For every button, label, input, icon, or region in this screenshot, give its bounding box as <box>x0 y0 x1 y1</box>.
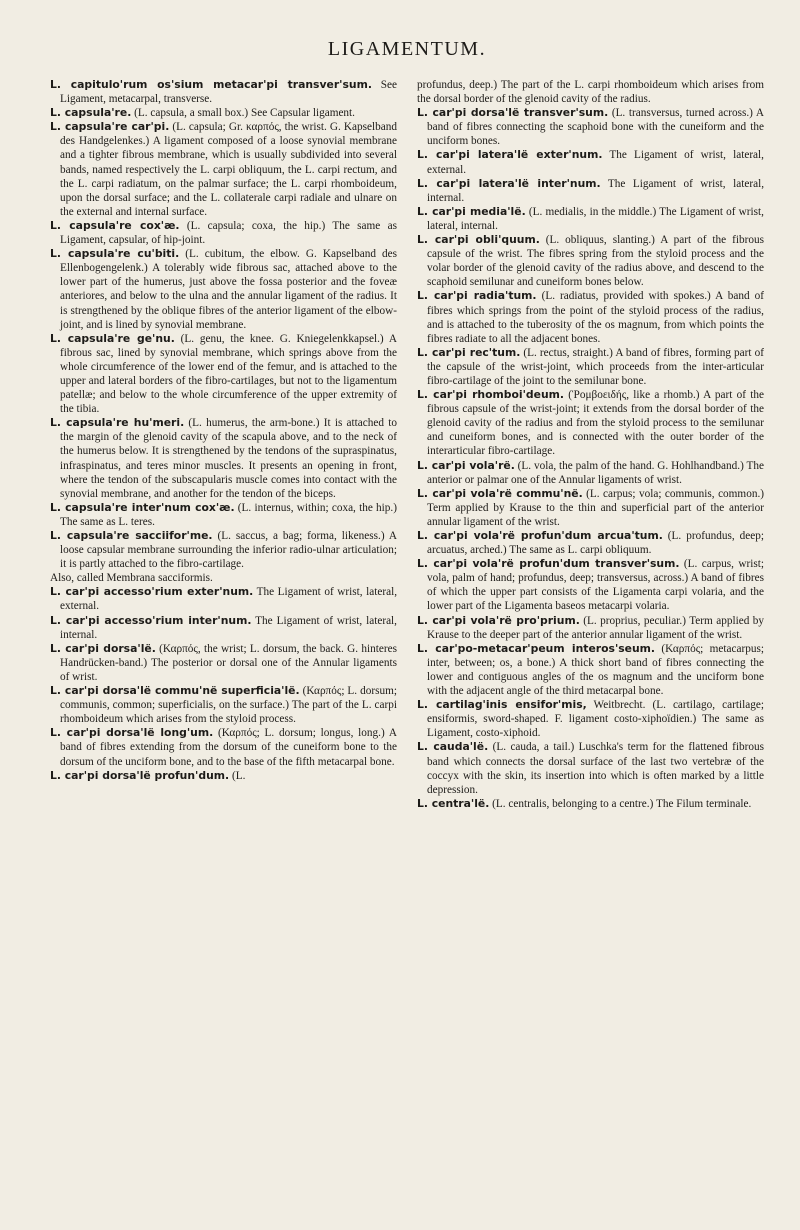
entry-body: (L. vola, the palm of the hand. G. Hohlhandband.) The anterior or palmar one of the Annular ligaments of wrist. <box>427 459 764 486</box>
dictionary-entry <box>417 388 764 458</box>
dictionary-entry <box>417 529 764 557</box>
entry-body: (L. <box>229 769 246 782</box>
entry-body: (L. cubitum, the elbow. G. Kapselband des Ellenbogengelenk.) A tolerably wide fibrous sac, attached above to the lower part of the humerus, just above the fossa posterior and the foveæ anteriores, and below to the ulna and the annular ligament of the radius. It is strengthened by the oblique fibres of the anterior ligament of the elbow-joint, and is lined by synovial membrane. <box>60 248 397 331</box>
dictionary-entry <box>417 106 764 148</box>
entry-headword: L. car'pi vola'rë profun'dum arcua'tum. <box>417 529 663 542</box>
entry-headword: L. car'pi rhomboi'deum. <box>417 388 565 402</box>
entry-headword: L. car'pi rec'tum. <box>417 345 521 359</box>
entry-body: (L. capsula, a small box.) See Capsular ligament. <box>131 107 355 120</box>
entry-body: See Ligament, metacarpal, transverse. <box>60 79 397 106</box>
entry-body: (L. cauda, a tail.) Luschka's term for the flattened fibrous band which connects the dorsal surface of the last two vertebræ of the coccyx with the skin, its insertion into which is often marked by a little depression. <box>427 741 764 796</box>
entry-headword: L. capitulo'rum os'sium metacar'pi transver'sum. <box>50 78 372 91</box>
entry-body: (L. medialis, in the middle.) The Ligament of wrist, lateral, internal. <box>427 205 764 232</box>
entry-body: (L. centralis, belonging to a centre.) The Filum terminale. <box>489 797 752 810</box>
dictionary-entry <box>50 78 397 106</box>
dictionary-entry <box>50 219 397 247</box>
entry-headword: L. car'po-metacar'peum interos'seum. <box>417 641 656 655</box>
entry-body: (L. profundus, deep; arcuatus, arched.) The same as L. carpi obliquum. <box>427 530 764 557</box>
dictionary-entry <box>50 416 397 501</box>
entry-body: The Ligament of wrist, lateral, external. <box>427 149 764 176</box>
entry-body: The Ligament of wrist, lateral, internal. <box>60 614 397 641</box>
entry-body: (L. radiatus, provided with spokes.) A band of fibres which springs from the point of the styloid process of the radius, and is attached to the tuberosity of the os magnum, from which points the fibres radiate to all the adjacent bones. <box>427 290 764 345</box>
entry-body: (L. humerus, the arm-bone.) It is attached to the margin of the glenoid cavity of the scapula above, and to the neck of the humerus below. It is strengthened by the tendons of the supraspinatus, infraspinatus, and teres minor muscles. It presents an opening in front, where the tendon of the subscapularis muscle comes into contact with the synovial membrane, and another for the tendon of the biceps. <box>60 417 397 500</box>
left-column <box>50 78 397 811</box>
entry-body: (L. rectus, straight.) A band of fibres, forming part of the capsule of the wrist-joint, which proceeds from the inter-articular fibro-cartilage of the joint to the semilunar bone. <box>427 346 764 387</box>
dictionary-entry <box>50 642 397 684</box>
entry-body: (Ῥομβοειδής, like a rhomb.) A part of the fibrous capsule of the wrist-joint; it extends from the dorsal border of the glenoid cavity of the radius and from the styloid process to the semilunar and cuneiform bones, and is connected with the outer border of the interarticular fibro-cartilage. <box>427 389 764 458</box>
dictionary-entry <box>417 642 764 698</box>
entry-body: (L. transversus, turned across.) A band of fibres connecting the scaphoid bone with the cuneiform and the unciform bones. <box>427 107 764 148</box>
dictionary-entry <box>417 557 764 613</box>
dictionary-entry <box>417 289 764 345</box>
entry-headword: L. capsula're ge'nu. <box>50 331 175 345</box>
dictionary-entry <box>417 740 764 796</box>
dictionary-entry <box>417 148 764 176</box>
entry-body: (Καρπός, the wrist; L. dorsum, the back. G. hinteres Handrücken-band.) The posterior or dorsal one of the Annular ligaments of wrist. <box>60 642 397 683</box>
entry-body: (L. carpus, wrist; vola, palm of hand; profundus, deep; transversus, across.) A band of fibres of which the upper part consists of the Ligamenta carpi volaria, and the lower part of the Ligamenta baseos metacarpi volaria. <box>427 558 764 613</box>
entry-headword: L. car'pi vola'rë profun'dum transver'sum. <box>417 557 680 571</box>
entry-headword: L. capsula're inter'num cox'æ. <box>50 500 235 514</box>
entry-body: (L. proprius, peculiar.) Term applied by Krause to the deeper part of the anterior annular ligament of the wrist. <box>427 614 764 641</box>
entry-body: (Καρπός; L. dorsum; communis, common; superficialis, on the surface.) The part of the L. carpi rhomboideum which arises from the styloid process. <box>60 685 397 726</box>
entry-body: (L. obliquus, slanting.) A part of the fibrous capsule of the wrist. The fibres spring from the styloid process and the volar border of the glenoid cavity of the radius above, and descend to the scaphoid semilunar and cuneiform bones below. <box>427 234 764 289</box>
entry-headword: L. car'pi accesso'rium inter'num. <box>50 613 252 627</box>
entry-headword: L. car'pi accesso'rium exter'num. <box>50 585 254 599</box>
entry-body: (L. saccus, a bag; forma, likeness.) A loose capsular membrane surrounding the inferior radio-ulnar articulation; it is partly attached to the fibro-cartilage. <box>60 530 397 571</box>
dictionary-entry <box>50 571 397 585</box>
dictionary-entry <box>50 769 397 783</box>
entry-headword: L. cauda'lë. <box>417 740 489 754</box>
dictionary-entry <box>50 501 397 529</box>
entry-headword: L. capsula're hu'meri. <box>50 416 185 430</box>
entry-headword: L. cartilag'inis ensifor'mis, <box>417 698 587 712</box>
entry-headword: L. capsula're cu'biti. <box>50 247 180 261</box>
dictionary-entry <box>417 797 764 811</box>
entry-body: (L. capsula; coxa, the hip.) The same as Ligament, capsular, of hip-joint. <box>60 219 397 247</box>
entry-headword: L. capsula're cox'æ. <box>50 218 180 232</box>
dictionary-entry <box>50 726 397 768</box>
entry-headword: L. car'pi media'lë. <box>417 204 526 218</box>
entry-headword: L. car'pi obli'quum. <box>417 233 540 247</box>
dictionary-entry <box>417 698 764 740</box>
entry-headword: L. car'pi latera'lë inter'num. <box>417 176 601 190</box>
entry-headword: L. car'pi dorsa'lë profun'dum. <box>50 768 230 782</box>
dictionary-entry <box>50 332 397 417</box>
entry-headword: L. car'pi dorsa'lë commu'në superficia'lë. <box>50 684 300 698</box>
dictionary-entry <box>417 177 764 205</box>
entry-headword: L. car'pi dorsa'lë transver'sum. <box>417 106 609 120</box>
entry-body: (Καρπός; metacarpus; inter, between; os, a bone.) A thick short band of fibres connecting the lower and contiguous angles of the os magnum and the unciform bone with the adjacent angle of the third metacarpal bone. <box>427 642 765 698</box>
entry-headword: L. car'pi vola'rë. <box>417 458 515 472</box>
right-column <box>417 78 764 811</box>
entry-headword: L. car'pi vola'rë commu'në. <box>417 486 583 500</box>
entry-body: Also, called Membrana sacciformis. <box>50 572 213 585</box>
dictionary-entry <box>417 487 764 529</box>
entry-headword: L. car'pi radia'tum. <box>417 289 537 303</box>
entry-headword: L. capsula're car'pi. <box>50 120 170 134</box>
dictionary-entry <box>417 233 764 289</box>
entry-headword: L. car'pi dorsa'lë. <box>50 641 156 655</box>
dictionary-entry <box>50 529 397 571</box>
entry-headword: L. car'pi latera'lë exter'num. <box>417 148 603 162</box>
dictionary-entry <box>50 585 397 613</box>
entry-headword: L. capsula're. <box>50 106 132 120</box>
dictionary-entry <box>417 614 764 642</box>
dictionary-entry <box>417 346 764 388</box>
entry-body: (L. genu, the knee. G. Kniegelenkkapsel.) A fibrous sac, lined by synovial membrane, which springs above from the whole circumference of the lower end of the femur, and is attached to the upper and lateral borders of the fibro-cartilages, but not to the ligamentum patellæ; and below to the whole circumference of the upper extremity of the tibia. <box>60 332 397 416</box>
entry-body: (Καρπός; L. dorsum; longus, long.) A band of fibres extending from the dorsum of the cuneiform bone to the dorsum of the unciform bone, and to the base of the fifth metacarpal bone. <box>60 727 397 768</box>
entry-body: Weitbrecht. (L. cartilago, cartilage; ensiformis, sword-shaped. F. ligament costo-xiphoïdien.) The same as Ligament, costo-xiphoid. <box>427 699 764 740</box>
dictionary-entry <box>50 120 397 219</box>
entry-body: (L. internus, within; coxa, the hip.) The same as L. teres. <box>60 501 397 528</box>
entry-headword: L. car'pi vola'rë pro'prium. <box>417 613 580 627</box>
entry-body: (L. capsula; Gr. καρπός, the wrist. G. Kapselband des Handgelenkes.) A ligament composed of a loose synovial membrane and a tighter fibrous membrane, which is usually subdivided into several bands, named respectively the L. carpi obliquum, the L. carpi rectum, and the L. carpi radiatum, on the palmar surface; the L. carpi rhomboideum, upon the dorsal surface; and the L. collaterale carpi radiale and ulnare on the external and internal surface. <box>60 121 397 218</box>
entry-body: The Ligament of wrist, lateral, external. <box>60 586 398 613</box>
entry-body: (L. carpus; vola; communis, common.) Term applied by Krause to the thin and superficial part of the anterior annular ligament of the wrist. <box>427 487 764 528</box>
entry-headword: L. capsula're sacciifor'me. <box>50 529 213 542</box>
entry-headword: L. car'pi dorsa'lë long'um. <box>50 726 214 740</box>
page-header: LIGAMENTUM. <box>327 38 487 60</box>
entry-body: The Ligament of wrist, lateral, internal. <box>427 177 765 204</box>
columns <box>50 78 764 811</box>
dictionary-entry <box>50 614 397 642</box>
dictionary-entry <box>417 78 764 106</box>
dictionary-entry <box>417 459 764 487</box>
entry-body: profundus, deep.) The part of the L. carpi rhomboideum which arises from the dorsal border of the glenoid cavity of the radius. <box>417 79 764 106</box>
dictionary-entry <box>417 205 764 233</box>
dictionary-entry <box>50 684 397 726</box>
dictionary-entry <box>50 247 397 332</box>
entry-headword: L. centra'lë. <box>417 796 490 810</box>
dictionary-entry <box>50 106 397 120</box>
